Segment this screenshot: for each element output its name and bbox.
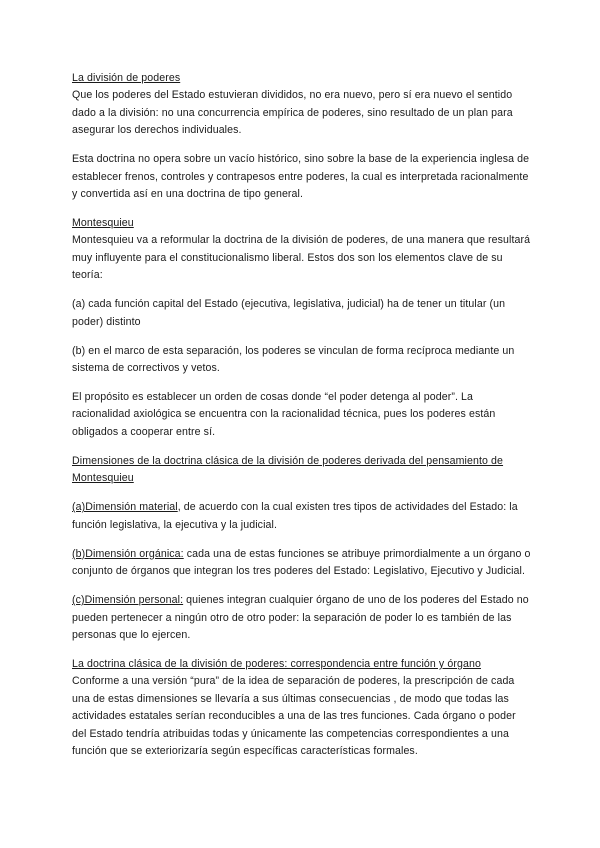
list-item [72, 296, 532, 331]
paragraph-block [72, 151, 532, 203]
paragraph [72, 546, 532, 581]
dimension-text: , de acuerdo con la cual existen tres tipos de actividades del Estado: la función legislativa, la ejecutiva y la judicial. [72, 501, 518, 531]
paragraph [72, 499, 532, 534]
section-division [72, 70, 532, 140]
section-heading: La división de poderes [72, 72, 181, 84]
dimension-personal [72, 592, 532, 644]
list-item-a: (a) cada función capital del Estado (ejecutiva, legislativa, judicial) ha de tener un titular (un poder) distinto [72, 298, 506, 328]
paragraph: Esta doctrina no opera sobre un vacío histórico, sino sobre la base de la experiencia inglesa de establecer frenos, controles y contrapesos entre poderes, la cual es interpretada racionalmente y convertida así en una doctrina de tipo general. [72, 153, 530, 201]
paragraph [72, 592, 532, 644]
list-item [72, 343, 532, 378]
section-montesquieu [72, 215, 532, 285]
document-page [72, 70, 532, 772]
section-correspondencia [72, 656, 532, 760]
paragraph: Montesquieu va a reformular la doctrina de la división de poderes, de una manera que resultará muy influyente para el constitucionalismo liberal. Estos dos son los elementos clave de su teoría: [72, 234, 531, 282]
paragraph: Conforme a una versión “pura” de la idea de separación de poderes, la prescripción de cada una de estas dimensiones se llevaría a sus últimas consecuencias , de modo que todas las actividades estatales serían reconducibles a una de las tres funciones. Cada órgano o poder del Estado tendría atribuidas todas y únicamente las competencias correspondientes a una función que se exteriorizaría según específicas características formales. [72, 675, 516, 757]
section-heading: La doctrina clásica de la división de poderes: correspondencia entre función y órgano [72, 657, 481, 670]
list-item-b: (b) en el marco de esta separación, los poderes se vinculan de forma recíproca mediante un sistema de correctivos y vetos. [72, 344, 515, 375]
dimension-text: cada una de estas funciones se atribuye primordialmente a un órgano o conjunto de órganos que integran los tres poderes del Estado: Legislativo, Ejecutivo y Judicial. [72, 547, 531, 578]
dimension-organica [72, 546, 532, 581]
section-heading: Dimensiones de la doctrina clásica de la división de poderes derivada del pensamiento de Montesquieu [72, 454, 504, 485]
dimension-label: (b)Dimensión orgánica: [72, 547, 184, 560]
paragraph-block [72, 389, 532, 441]
dimension-text: quienes integran cualquier órgano de uno de los poderes del Estado no pueden pertenecer a ningún otro de otro poder: la separación de poder lo es también de las personas que lo ejercen. [72, 594, 529, 641]
dimension-label: (a)Dimensión material [72, 501, 178, 514]
paragraph: El propósito es establecer un orden de cosas donde “el poder detenga al poder”. La racionalidad axiológica se encuentra con la racionalidad técnica, pues los poderes están obligados a cooperar entre sí. [72, 391, 496, 438]
dimension-material [72, 499, 532, 534]
paragraph: Que los poderes del Estado estuvieran divididos, no era nuevo, pero sí era nuevo el sentido dado a la división: no una concurrencia empírica de poderes, sino resultado de un plan para asegurar los derechos individuales. [72, 89, 513, 137]
section-dimensiones [72, 453, 532, 488]
section-heading: Montesquieu [72, 217, 134, 230]
dimension-label: (c)Dimensión personal: [72, 594, 184, 607]
